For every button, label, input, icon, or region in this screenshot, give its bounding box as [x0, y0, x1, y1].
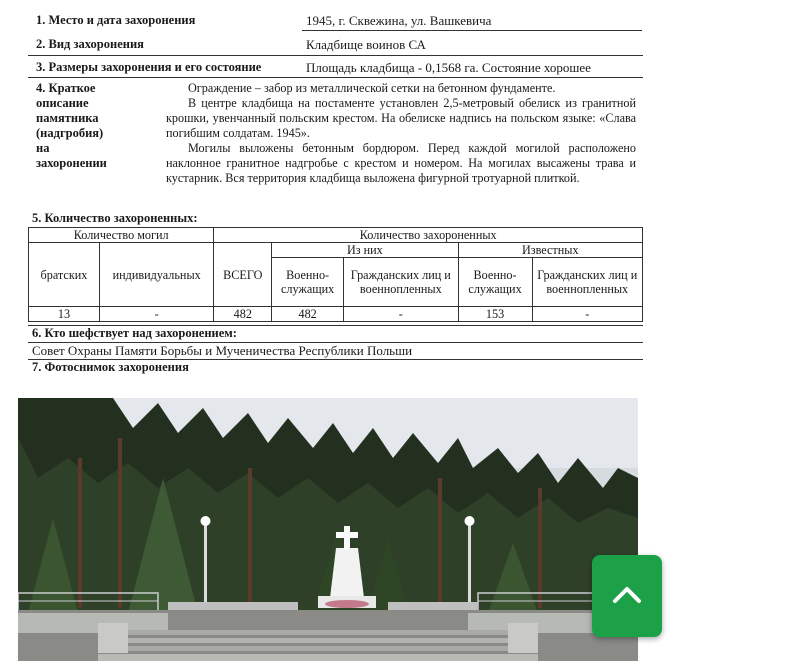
- section-1-label: 1. Место и дата захоронения: [36, 13, 196, 27]
- cell-military-1: 482: [272, 307, 344, 322]
- label-line: памятника: [36, 111, 99, 125]
- section-6-label: 6. Кто шефствует над захоронением:: [32, 326, 237, 340]
- section-2-label: 2. Вид захоронения: [36, 37, 144, 51]
- section-1-value: 1945, г. Сквежина, ул. Вашкевича: [306, 13, 492, 28]
- label-line: захоронении: [36, 156, 107, 170]
- section-4-label: [36, 81, 107, 171]
- header-mass: братских: [29, 243, 100, 307]
- section-7-label: 7. Фотоснимок захоронения: [32, 360, 189, 374]
- cell-military-2: 153: [458, 307, 532, 322]
- description-paragraph: В центре кладбища на постаменте установлен 2,5-метровый обелиск из гранитной крошки, увенчанный польским крестом. На обелиске надпись на польском языке: «Слава погибшим солдатам. 1945».: [166, 96, 636, 140]
- header-known: Известных: [458, 243, 642, 258]
- burial-photo: [18, 398, 638, 661]
- table-row: [29, 307, 643, 322]
- cell-civil-2: -: [532, 307, 642, 322]
- table-header-row: [29, 228, 643, 243]
- section-4-description: [166, 81, 636, 186]
- section-3-label: 3. Размеры захоронения и его состояние: [36, 60, 262, 74]
- section-3-value: Площадь кладбища - 0,1568 га. Состояние хорошее: [306, 60, 591, 75]
- header-military-2: Военно-служащих: [458, 258, 532, 307]
- label-line: (надгробия): [36, 126, 104, 140]
- divider: [28, 77, 643, 78]
- table-header-row: [29, 243, 643, 258]
- header-total: ВСЕГО: [214, 243, 272, 307]
- scroll-to-top-button[interactable]: [592, 555, 662, 637]
- label-line: описание: [36, 96, 89, 110]
- header-civil-2: Гражданских лиц и военнопленных: [532, 258, 642, 307]
- header-civil-1: Гражданских лиц и военнопленных: [344, 258, 458, 307]
- divider: [302, 30, 642, 31]
- label-line: 4. Краткое: [36, 81, 96, 95]
- description-paragraph: Могилы выложены бетонным бордюром. Перед каждой могилой расположено наклонное гранитное надгробье с крестом и номером. На могилах высажены трава и кустарник. Вся территория кладбища выложена фигурной тротуарной плиткой.: [166, 141, 636, 185]
- label-line: на: [36, 141, 50, 155]
- cell-total: 482: [214, 307, 272, 322]
- cell-civil-1: -: [344, 307, 458, 322]
- header-military-1: Военно-служащих: [272, 258, 344, 307]
- divider: [28, 55, 643, 56]
- section-5-label: 5. Количество захороненных:: [32, 211, 198, 225]
- burials-table: [28, 227, 643, 322]
- header-graves: Количество могил: [29, 228, 214, 243]
- description-paragraph: Ограждение – забор из металлической сетки на бетонном фундаменте.: [188, 81, 556, 95]
- chevron-up-icon: [612, 585, 642, 605]
- header-buried: Количество захороненных: [214, 228, 643, 243]
- section-6-value: Совет Охраны Памяти Борьбы и Мученичества Республики Польши: [32, 343, 413, 358]
- cell-individual: -: [99, 307, 213, 322]
- section-2-value: Кладбище воинов СА: [306, 37, 426, 52]
- header-of-them: Из них: [272, 243, 458, 258]
- header-individual: индивидуальных: [99, 243, 213, 307]
- cell-mass: 13: [29, 307, 100, 322]
